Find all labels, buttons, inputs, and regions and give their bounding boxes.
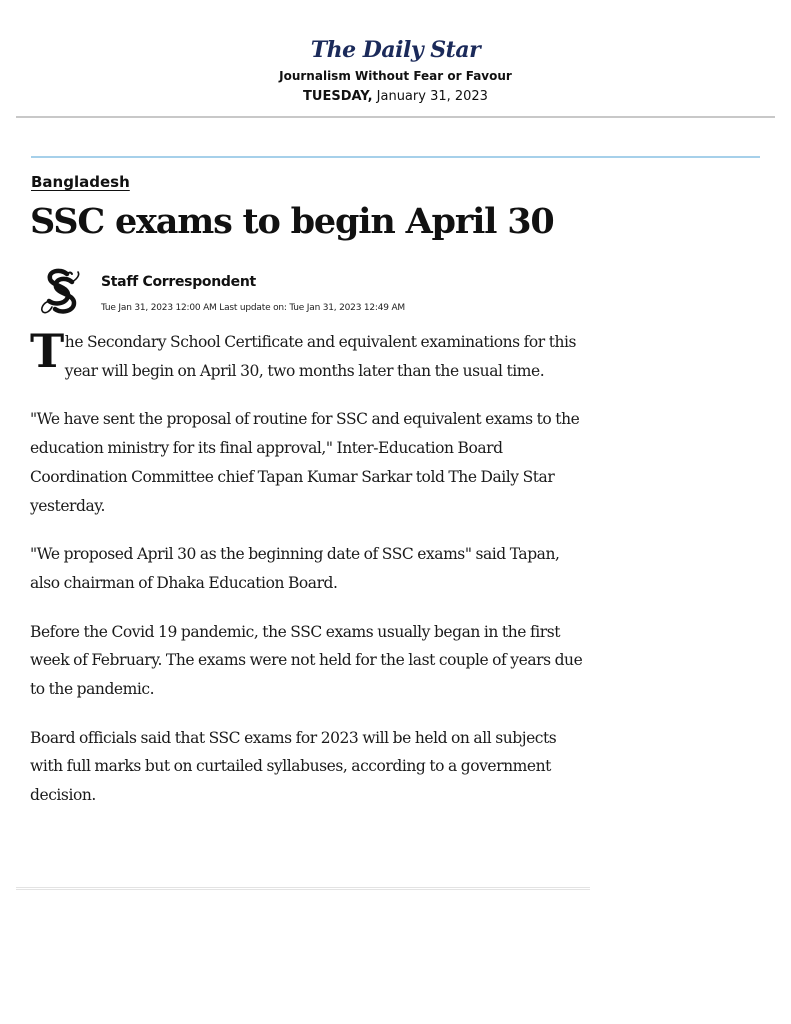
article-body	[30, 324, 590, 830]
article-accent-divider	[31, 156, 760, 158]
article-end-divider	[16, 887, 590, 890]
article-paragraph: "We have sent the proposal of routine for SSC and equivalent exams to the education ministry for its final approval," Inter-Education Board Coordination Committee chief Tapan Kumar Sarkar told The Daily Star yesterday.	[30, 410, 580, 515]
article-paragraph: Before the Covid 19 pandemic, the SSC exams usually began in the first week of February. The exams were not held for the last couple of years due to the pandemic.	[30, 622, 583, 699]
author-name[interactable]: Staff Correspondent	[101, 274, 256, 290]
article-paragraph-text: he Secondary School Certificate and equivalent examinations for this year will begin on April 30, two months later than the usual time.	[64, 333, 577, 380]
article-paragraph	[30, 324, 590, 385]
site-tagline: Journalism Without Fear or Favour	[279, 69, 512, 83]
article-paragraph: "We proposed April 30 as the beginning date of SSC exams" said Tapan, also chairman of Dhaka Education Board.	[30, 545, 560, 592]
masthead	[0, 36, 791, 106]
edition-day: TUESDAY,	[303, 89, 373, 104]
site-logo[interactable]: The Daily Star	[310, 37, 481, 63]
article-paragraph: Board officials said that SSC exams for 2023 will be held on all subjects with full marks but on curtailed syllabuses, according to a government decision.	[30, 728, 557, 805]
publish-timestamps: Tue Jan 31, 2023 12:00 AM Last update on: Tue Jan 31, 2023 12:49 AM	[101, 303, 405, 313]
drop-cap: T	[30, 324, 64, 378]
article-headline: SSC exams to begin April 30	[30, 201, 554, 242]
edition-date-text: January 31, 2023	[372, 89, 488, 104]
category-link[interactable]: Bangladesh	[31, 173, 130, 191]
header-divider	[16, 116, 775, 118]
daily-star-s-logo-icon	[34, 266, 84, 316]
edition-date	[0, 88, 791, 106]
